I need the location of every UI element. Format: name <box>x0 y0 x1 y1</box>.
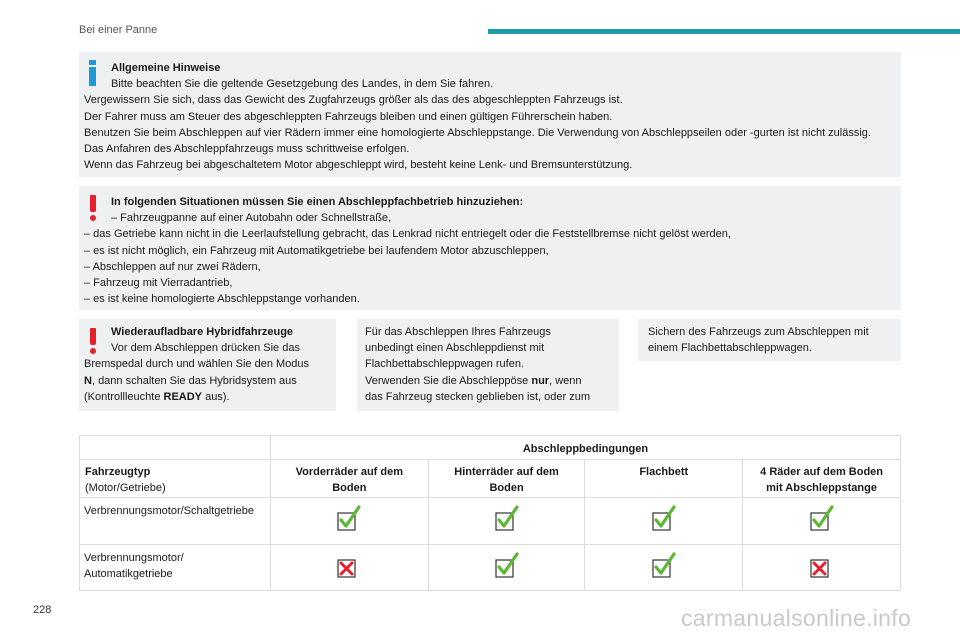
header-accent-bar <box>488 29 960 34</box>
column-header: 4 Räder auf dem Boden mit Abschleppstange <box>743 460 901 498</box>
hybrid-text-line: Bremspedal durch und wählen Sie den Modus <box>84 358 310 371</box>
table-row <box>80 498 901 545</box>
check-icon <box>428 545 585 591</box>
warning-title: In folgenden Situationen müssen Sie einen Abschleppfachbetrieb hinzuziehen: <box>111 196 524 208</box>
secure-vehicle-box <box>638 319 901 361</box>
warning-list-item: – Abschleppen auf nur zwei Rädern, <box>84 260 261 273</box>
general-notes-line: Vergewissern Sie sich, dass das Gewicht des Zugfahrzeugs größer als das des abgeschleppten Fahrzeugs ist. <box>84 94 623 107</box>
conditions-header: Abschleppbedingungen <box>270 436 900 460</box>
warning-list-item: – Fahrzeugpanne auf einer Autobahn oder Schnellstraße, <box>111 212 392 225</box>
general-notes-line: Bitte beachten Sie die geltende Gesetzgebung des Landes, in dem Sie fahren. <box>111 78 494 91</box>
check-icon <box>270 498 428 545</box>
cross-icon <box>270 545 428 591</box>
hybrid-vehicles-box <box>79 319 336 411</box>
flatbed-info-box <box>357 319 619 411</box>
row-label: Verbrennungsmotor/ Automatikgetriebe <box>80 545 271 591</box>
flatbed-text-line: Flachbettabschleppwagen rufen. <box>365 358 524 371</box>
section-title: Bei einer Panne <box>79 24 158 36</box>
warning-list-item: – das Getriebe kann nicht in die Leerlaufstellung gebracht, das Lenkrad nicht entriegelt oder die Feststellbremse nicht gelöst werden, <box>84 228 731 241</box>
column-header: Vorderräder auf dem Boden <box>270 460 428 498</box>
towing-conditions-table <box>79 435 901 591</box>
general-notes-line: Der Fahrer muss am Steuer des abgeschleppten Fahrzeugs bleiben und einen gültigen Führerschein haben. <box>84 110 613 123</box>
column-header: Flachbett <box>585 460 743 498</box>
table-corner-cell <box>80 436 271 460</box>
check-icon <box>428 498 585 545</box>
general-notes-line: Benutzen Sie beim Abschleppen auf vier Rädern immer eine homologierte Abschleppstange. Die Verwendung von Abschleppseilen oder -gurten ist nicht zulässig. <box>84 126 871 139</box>
flatbed-text-line: Verwenden Sie die Abschleppöse nur, wenn <box>365 374 582 387</box>
general-notes-line: Das Anfahren des Abschleppfahrzeugs muss schrittweise erfolgen. <box>84 143 410 156</box>
hybrid-text-line: N, dann schalten Sie das Hybridsystem aus <box>84 374 297 387</box>
warning-icon <box>88 328 98 354</box>
check-icon <box>585 545 743 591</box>
warning-list-item: – Fahrzeug mit Vierradantrieb, <box>84 277 233 290</box>
hybrid-text-line: (Kontrollleuchte READY aus). <box>84 390 230 403</box>
warning-icon <box>88 195 98 221</box>
page-number: 228 <box>33 604 52 616</box>
tow-service-warning-box <box>79 186 901 310</box>
row-label: Verbrennungsmotor/Schaltgetriebe <box>80 498 271 545</box>
vehicle-type-header: Fahrzeugtyp (Motor/Getriebe) <box>80 460 271 498</box>
hybrid-title: Wiederaufladbare Hybridfahrzeuge <box>111 326 294 338</box>
secure-text-line: einem Flachbettabschleppwagen. <box>648 342 812 355</box>
table-row <box>80 545 901 591</box>
general-notes-title: Allgemeine Hinweise <box>111 62 221 74</box>
check-icon <box>585 498 743 545</box>
flatbed-text-line: unbedingt einen Abschleppdienst mit <box>365 342 545 355</box>
column-header: Hinterräder auf dem Boden <box>428 460 585 498</box>
warning-list-item: – es ist nicht möglich, ein Fahrzeug mit Automatikgetriebe bei laufendem Motor abzuschleppen, <box>84 244 549 257</box>
cross-icon <box>743 545 901 591</box>
warning-list-item: – es ist keine homologierte Abschleppstange vorhanden. <box>84 293 360 306</box>
watermark: carmanualsonline.info <box>681 605 912 631</box>
general-notes-line: Wenn das Fahrzeug bei abgeschaltetem Motor abgeschleppt wird, besteht keine Lenk- und Bremsunterstützung. <box>84 159 633 172</box>
secure-text-line: Sichern des Fahrzeugs zum Abschleppen mit <box>648 326 869 338</box>
general-notes-box <box>79 52 901 177</box>
flatbed-text-line: Für das Abschleppen Ihres Fahrzeugs <box>365 326 551 338</box>
check-icon <box>743 498 901 545</box>
flatbed-text-line: das Fahrzeug stecken geblieben ist, oder zum <box>365 390 591 403</box>
hybrid-text-line: Vor dem Abschleppen drücken Sie das <box>111 342 300 355</box>
info-icon <box>88 60 98 86</box>
